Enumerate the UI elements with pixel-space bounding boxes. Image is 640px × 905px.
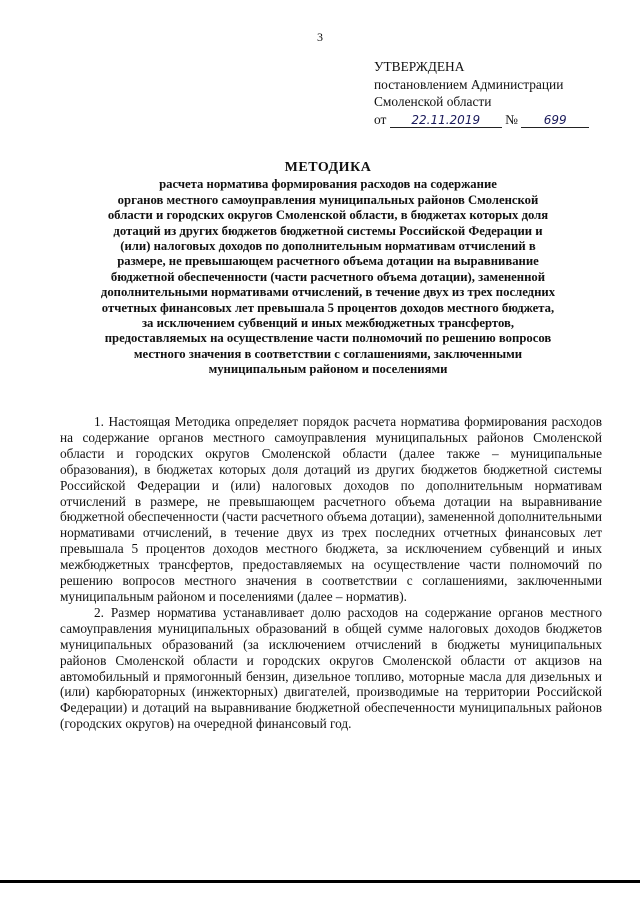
title-line: органов местного самоуправления муниципальных районов Смоленской — [117, 192, 539, 207]
title-line: дополнительными нормативами отчислений, в течение двух из трех последних — [100, 285, 556, 300]
approval-date-row — [374, 111, 624, 129]
title-line: муниципальным районом и поселениями — [208, 362, 448, 377]
paragraph-2: 2. Размер норматива устанавливает долю расходов на содержание органов местного самоуправления муниципальных образований в общей сумме налоговых доходов бюджетов муниципальных образований (за исключением отчислений в бюджеты муниципальных районов Смоленской области и городских округов Смоленской области от акцизов на автомобильный и прямогонный бензин, дизельное топливо, моторные масла для дизельных и (или) карбюраторных (инжекторных) двигателей, производимые на территории Российской Федерации) и дотаций на выравнивание бюджетной обеспеченности муниципальных районов (городских округов) на очередной финансовый год. — [60, 604, 602, 732]
title-line: предоставляемых на осуществление части полномочий по решению вопросов — [104, 331, 552, 346]
document-title — [52, 160, 604, 378]
number-prefix: № — [505, 111, 518, 127]
approval-line-2: Смоленской области — [374, 94, 492, 109]
approval-line-1: постановлением Администрации — [374, 76, 564, 92]
handwritten-date: 22.11.2019 — [390, 114, 502, 128]
title-line: бюджетной обеспеченности (части расчетного объема дотации), замененной — [110, 269, 546, 284]
title-line: расчета норматива формирования расходов на содержание — [159, 177, 497, 192]
paragraph-1: 1. Настоящая Методика определяет порядок расчета норматива формирования расходов на содержание органов местного самоуправления муниципальных районов Смоленской области и городских округов Смоленской области (далее также – муниципальные образования), в бюджетах которых доля дотаций из других бюджетов бюджетной системы Российской Федерации и (или) налоговых доходов по дополнительным нормативам отчислений в размере, не превышающем расчетного объема дотации на выравнивание бюджетной обеспеченности (части расчетного объема дотации), замененной дополнительными нормативами отчислений, в течение двух из трех последних отчетных финансовых лет превышала 5 процентов доходов местного бюджета, за исключением субвенций и иных межбюджетных трансфертов, предоставляемых на осуществление части полномочий по решению вопросов местного значения в соответствии с соглашениями, заключенными муниципальным районом и поселениями (далее – норматив). — [60, 414, 602, 604]
title-line: (или) налоговых доходов по дополнительным нормативам отчислений в — [120, 239, 536, 254]
title-line: отчетных финансовых лет превышала 5 процентов доходов местного бюджета, — [101, 300, 555, 315]
bottom-rule — [0, 880, 640, 883]
title-line: размере, не превышающем расчетного объема дотации на выравнивание — [117, 254, 539, 269]
document-body — [60, 414, 602, 732]
page-number: 3 — [317, 30, 323, 44]
title-line: за исключением субвенций и иных межбюджетных трансфертов, — [141, 316, 515, 331]
date-prefix: от — [374, 111, 387, 127]
handwritten-number: 699 — [521, 114, 589, 128]
title-line: области и городских округов Смоленской области, в бюджетах которых доля — [107, 208, 549, 223]
title-line: дотаций из других бюджетов бюджетной системы Российской Федерации и — [113, 223, 543, 238]
title-line: местного значения в соответствии с соглашениями, заключенными — [133, 346, 523, 361]
title-main: МЕТОДИКА — [284, 160, 372, 175]
approval-heading: УТВЕРЖДЕНА — [374, 59, 465, 74]
approval-stamp — [374, 58, 624, 128]
